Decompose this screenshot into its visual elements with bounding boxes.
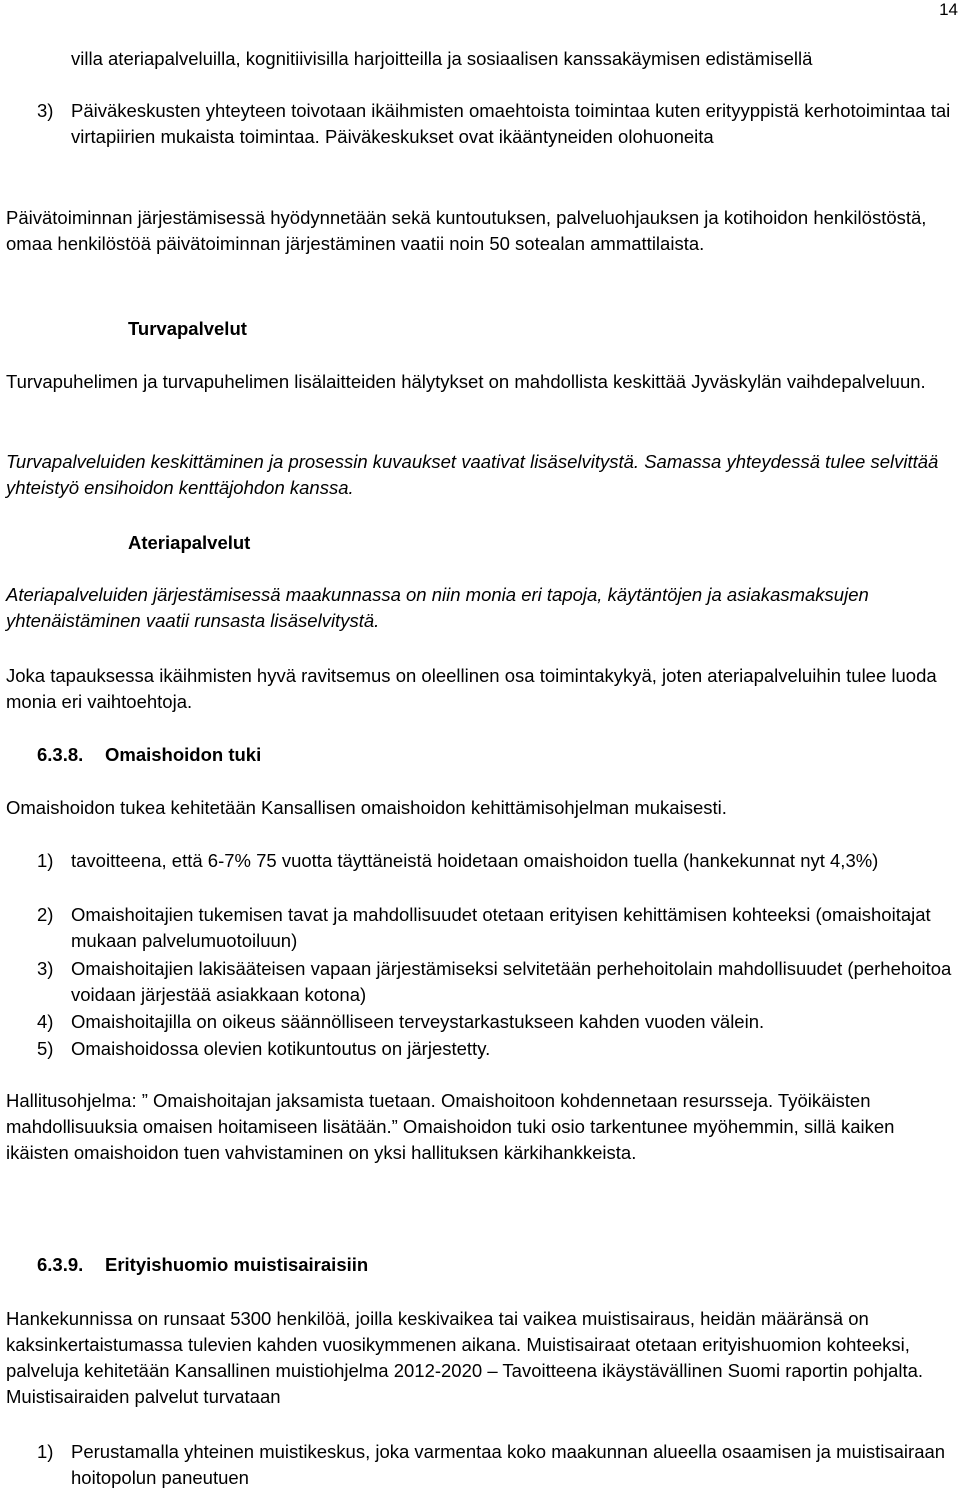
- list-item: [37, 98, 954, 150]
- section-title: Erityishuomio muistisairaisiin: [105, 1254, 369, 1275]
- section-title: Omaishoidon tuki: [105, 744, 262, 765]
- list-item-number: 3): [37, 100, 54, 121]
- section-number: 6.3.8.: [37, 744, 84, 765]
- list-item-text: tavoitteena, että 6-7% 75 vuotta täyttäneistä hoidetaan omaishoidon tuella (hankekunnat nyt 4,3%): [71, 850, 879, 871]
- paragraph-ateria-2: Joka tapauksessa ikäihmisten hyvä ravitsemus on oleellinen osa toimintakykyä, joten ateriapalveluihin tulee luoda monia eri vaihtoehtoja.: [6, 665, 937, 712]
- section-heading-638: [37, 742, 261, 768]
- paragraph-turva-1: Turvapuhelimen ja turvapuhelimen lisälaitteiden hälytykset on mahdollista keskittää Jyväskylän vaihdepalveluun.: [6, 371, 926, 392]
- list-item-text: Omaishoidossa olevien kotikuntoutus on järjestetty.: [71, 1038, 491, 1059]
- list-item-text: Omaishoitajien lakisääteisen vapaan järjestämiseksi selvitetään perhehoitolain mahdollisuudet (perhehoitoa voidaan järjestää asiakkaan kotona): [71, 958, 952, 1005]
- paragraph-paivatoiminta: Päivätoiminnan järjestämisessä hyödynnetään sekä kuntoutuksen, palveluohjauksen ja kotihoidon henkilöstöstä, omaa henkilöstöä päivätoiminnan järjestäminen vaatii noin 50 sotealan ammattilaista.: [6, 207, 927, 254]
- list-item: [37, 902, 954, 954]
- section-heading-639: [37, 1252, 368, 1278]
- list-item-text: Omaishoitajilla on oikeus säännölliseen terveystarkastukseen kahden vuoden välein.: [71, 1011, 765, 1032]
- list-item: [37, 956, 954, 1008]
- section-heading-turvapalvelut: Turvapalvelut: [128, 318, 247, 339]
- paragraph-muistisairaat: Hankekunnissa on runsaat 5300 henkilöä, joilla keskivaikea tai vaikea muistisairaus, heidän määränsä on kaksinkertaistumassa tulevien kahden vuosikymmenen aikana. Muistisairaat otetaan erityishuomion kohteeksi, palveluja kehitetään Kansallinen muistiohjelma 2012-2020 – Tavoitteena ikäystävällinen Suomi raportin pohjalta. Muistisairaiden palvelut turvataan: [6, 1308, 924, 1407]
- list-item-number: 4): [37, 1011, 54, 1032]
- list-item-text: Päiväkeskusten yhteyteen toivotaan ikäihmisten omaehtoista toimintaa kuten erityyppistä kerhotoimintaa tai virtapiirien mukaista toimintaa. Päiväkeskukset ovat ikääntyneiden olohuoneita: [71, 100, 951, 147]
- paragraph-turva-2: Turvapalveluiden keskittäminen ja prosessin kuvaukset vaativat lisäselvitystä. Samassa yhteydessä tulee selvittää yhteistyö ensihoidon kenttäjohdon kanssa.: [6, 451, 939, 498]
- list-item: [37, 848, 954, 874]
- page-number: 14: [939, 0, 958, 19]
- list-item-number: 1): [37, 850, 54, 871]
- paragraph-omaishoito-intro: Omaishoidon tukea kehitetään Kansallisen omaishoidon kehittämisohjelman mukaisesti.: [6, 797, 727, 818]
- list-item-text: Omaishoitajien tukemisen tavat ja mahdollisuudet otetaan erityisen kehittämisen kohteeksi (omaishoitajat mukaan palvelumuotoiluun): [71, 904, 931, 951]
- list-item: [37, 1009, 954, 1035]
- list-item-number: 5): [37, 1038, 54, 1059]
- paragraph-hallitusohjelma: Hallitusohjelma: ” Omaishoitajan jaksamista tuetaan. Omaishoitoon kohdennetaan resursseja. Työikäisten mahdollisuuksia omaisen hoitamiseen lisätään.” Omaishoidon tuki osio tarkentunee myöhemmin, sillä kaiken ikäisten omaishoidon tuen vahvistaminen on yksi hallituksen kärkihankkeista.: [6, 1090, 895, 1163]
- list-item: [37, 1036, 954, 1062]
- list-item-number: 3): [37, 958, 54, 979]
- list-item-number: 2): [37, 904, 54, 925]
- list-item: [37, 1439, 954, 1491]
- list-item-text: Perustamalla yhteinen muistikeskus, joka varmentaa koko maakunnan alueella osaamisen ja muistisairaan hoitopolun paneutuen: [71, 1441, 946, 1488]
- list-item-continuation: villa ateriapalveluilla, kognitiivisilla harjoitteilla ja sosiaalisen kanssakäymisen edistämisellä: [71, 48, 813, 69]
- list-item-number: 1): [37, 1441, 54, 1462]
- section-heading-ateriapalvelut: Ateriapalvelut: [128, 532, 251, 553]
- paragraph-ateria-1: Ateriapalveluiden järjestämisessä maakunnassa on niin monia eri tapoja, käytäntöjen ja asiakasmaksujen yhtenäistäminen vaatii runsasta lisäselvitystä.: [6, 584, 869, 631]
- section-number: 6.3.9.: [37, 1254, 84, 1275]
